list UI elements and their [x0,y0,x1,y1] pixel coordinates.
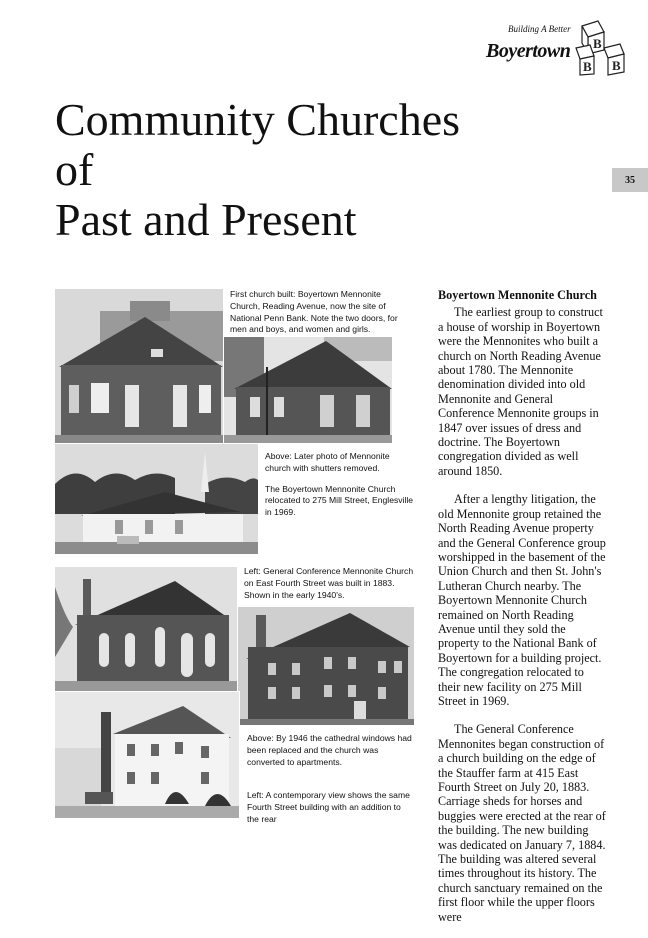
caption-general-conference [244,566,414,610]
caption-later-and-relocated [265,451,415,528]
photo-contemporary [54,691,240,819]
photo-general-conference-1940s [54,566,238,692]
photo-first-church [54,288,224,444]
photo-relocated-church [54,443,259,555]
caption-text: Left: A contemporary view shows the same Fourth Street building with an addition to the rear [247,790,410,824]
block-letter: B [593,36,602,51]
caption-text: The Boyertown Mennonite Church relocated to 275 Mill Street, Englesville in 1969. [265,483,414,518]
logo-name: Boyertown [486,40,571,62]
article-paragraph: The General Conference Mennonites began construction of a church building on the edge of the Stauffer farm at 415 East Fourth Street on July 20, 1883. Carriage sheds for horses and buggies were erected at the rear of the building. The new building was dedicated on January 7, 1884. The building was altered several times throughout its history. The church sanctuary remained on the first floor while the upper floors were [438,722,606,924]
logo-tagline: Building A Better [508,24,571,34]
title-line: Community Churches [55,94,461,145]
caption-text: Left: General Conference Mennonite Church on East Fourth Street was built in 1883. Shown in the early 1940's. [244,566,414,600]
article-paragraph: The earliest group to construct a house of worship in Boyertown were the Mennonites who built a church on North Reading Avenue about 1780. The Mennonite denomination divided into old Mennonite and General Conference Mennonite groups in 1847 over issues of dress and doctrine. The Boyertown congregation divided as well around 1850. [438,305,603,478]
caption-cathedral-and-contemporary [247,733,412,835]
page-number: 35 [612,168,648,192]
alphabet-blocks-icon [574,18,632,76]
photo-later-church [223,336,393,444]
boyertown-logo [482,18,632,78]
page-title [55,95,460,245]
caption-text: Above: By 1946 the cathedral windows had been replaced and the church was converted to apartments. [247,733,412,767]
block-letter: B [612,58,621,73]
caption-text: First church built: Boyertown Mennonite Church, Reading Avenue, now the site of National Penn Bank. Note the two doors, for men and boys, and women and girls. [230,289,398,335]
article-column [438,288,608,938]
title-line: Past and Present [55,194,357,245]
article-heading: Boyertown Mennonite Church [438,288,597,302]
photo-apartments-1946 [237,606,415,726]
caption-text: Above: Later photo of Mennonite church with shutters removed. [265,451,390,473]
block-letter: B [583,59,592,74]
title-line: of [55,144,94,195]
article-paragraph: After a lengthy litigation, the old Mennonite group retained the North Reading Avenue property and the General Conference group worshipped in the basement of the Union Church and then St. John's Lutheran Church nearby. The Boyertown Mennonite Church remained on North Reading Avenue until they sold the property to the National Bank of Boyertown for a building project. The congregation relocated to their new facility on 275 Mill Street in 1969. [438,492,606,708]
